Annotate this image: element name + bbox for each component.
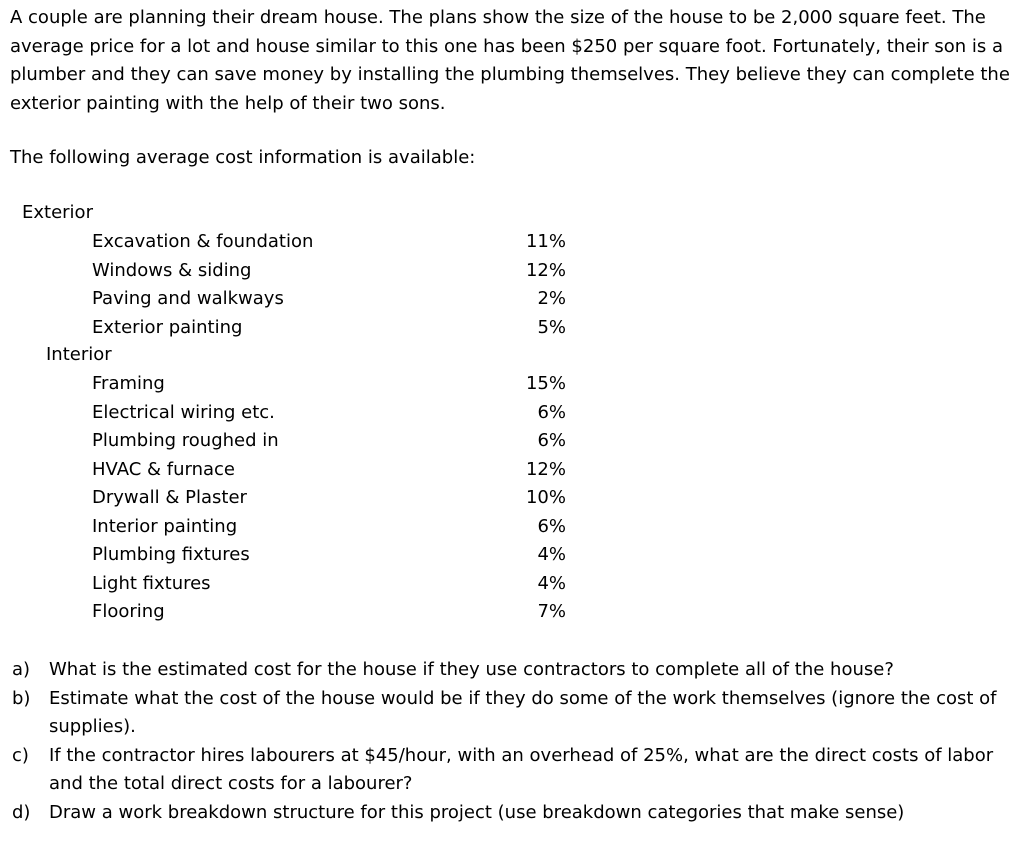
cost-item-label: Windows & siding bbox=[92, 259, 252, 281]
cost-item-percent: 15% bbox=[525, 373, 566, 394]
cost-row bbox=[92, 257, 566, 286]
cost-item-label: Interior painting bbox=[92, 515, 238, 537]
question-text: What is the estimated cost for the house if they use contractors to complete all of the house? bbox=[49, 659, 894, 680]
cost-row bbox=[92, 598, 566, 627]
interior-heading: Interior bbox=[46, 344, 112, 365]
lead-sentence: The following average cost information is available: bbox=[10, 147, 476, 168]
cost-item-label: Excavation & foundation bbox=[92, 231, 314, 252]
question-text: Estimate what the cost of the house would be if they do some of the work themselves (ignore the cost of supplies). bbox=[49, 687, 997, 737]
question-list bbox=[12, 656, 1012, 827]
cost-item-percent: 12% bbox=[525, 458, 566, 480]
interior-cost-list bbox=[92, 370, 566, 627]
question-item bbox=[12, 656, 1012, 685]
cost-item-label: Plumbing roughed in bbox=[92, 430, 279, 451]
cost-item-percent: 7% bbox=[537, 601, 566, 622]
cost-item-percent: 4% bbox=[537, 572, 566, 594]
cost-item-label: Plumbing fixtures bbox=[92, 544, 250, 565]
cost-row bbox=[92, 456, 566, 485]
cost-item-label: Electrical wiring etc. bbox=[92, 401, 275, 423]
cost-row bbox=[92, 285, 566, 314]
intro-paragraph: A couple are planning their dream house. The plans show the size of the house to be 2,000 square feet. The average price for a lot and house similar to this one has been $250 per square foot. Fortunately, their son is a plumber and they can save money by installing the plumbing themselves. They believe they can complete the exterior painting with the help of their two sons. bbox=[10, 7, 1010, 114]
cost-item-percent: 6% bbox=[537, 515, 566, 537]
cost-row bbox=[92, 314, 566, 343]
question-letter: b) bbox=[12, 687, 31, 709]
cost-item-label: Paving and walkways bbox=[92, 288, 284, 309]
question-text: If the contractor hires labourers at $45/hour, with an overhead of 25%, what are the direct costs of labor and the total direct costs for a labourer? bbox=[49, 744, 994, 794]
cost-item-label: Framing bbox=[92, 373, 165, 394]
cost-item-label: Flooring bbox=[92, 601, 165, 622]
question-text: Draw a work breakdown structure for this project (use breakdown categories that make sense) bbox=[49, 801, 905, 823]
cost-row bbox=[92, 484, 566, 513]
exterior-cost-list bbox=[92, 228, 566, 342]
cost-item-percent: 4% bbox=[537, 544, 566, 565]
cost-item-percent: 12% bbox=[525, 259, 566, 281]
question-item bbox=[12, 742, 1012, 799]
cost-row bbox=[92, 513, 566, 542]
cost-item-percent: 6% bbox=[537, 401, 566, 423]
question-letter: a) bbox=[12, 659, 31, 680]
cost-item-label: Exterior painting bbox=[92, 316, 243, 338]
cost-item-percent: 6% bbox=[537, 430, 566, 451]
cost-item-label: Drywall & Plaster bbox=[92, 487, 247, 508]
cost-row bbox=[92, 570, 566, 599]
exterior-heading: Exterior bbox=[22, 202, 93, 223]
cost-item-percent: 10% bbox=[525, 487, 566, 508]
question-item bbox=[12, 685, 1012, 742]
cost-row bbox=[92, 370, 566, 399]
cost-row bbox=[92, 399, 566, 428]
question-item bbox=[12, 799, 1012, 828]
cost-item-label: Light fixtures bbox=[92, 572, 211, 594]
cost-item-label: HVAC & furnace bbox=[92, 458, 235, 480]
cost-row bbox=[92, 541, 566, 570]
cost-item-percent: 5% bbox=[537, 316, 566, 338]
cost-row bbox=[92, 427, 566, 456]
cost-item-percent: 11% bbox=[525, 231, 566, 252]
question-letter: d) bbox=[12, 801, 31, 823]
question-letter: c) bbox=[12, 744, 29, 766]
cost-item-percent: 2% bbox=[537, 288, 566, 309]
cost-row bbox=[92, 228, 566, 257]
